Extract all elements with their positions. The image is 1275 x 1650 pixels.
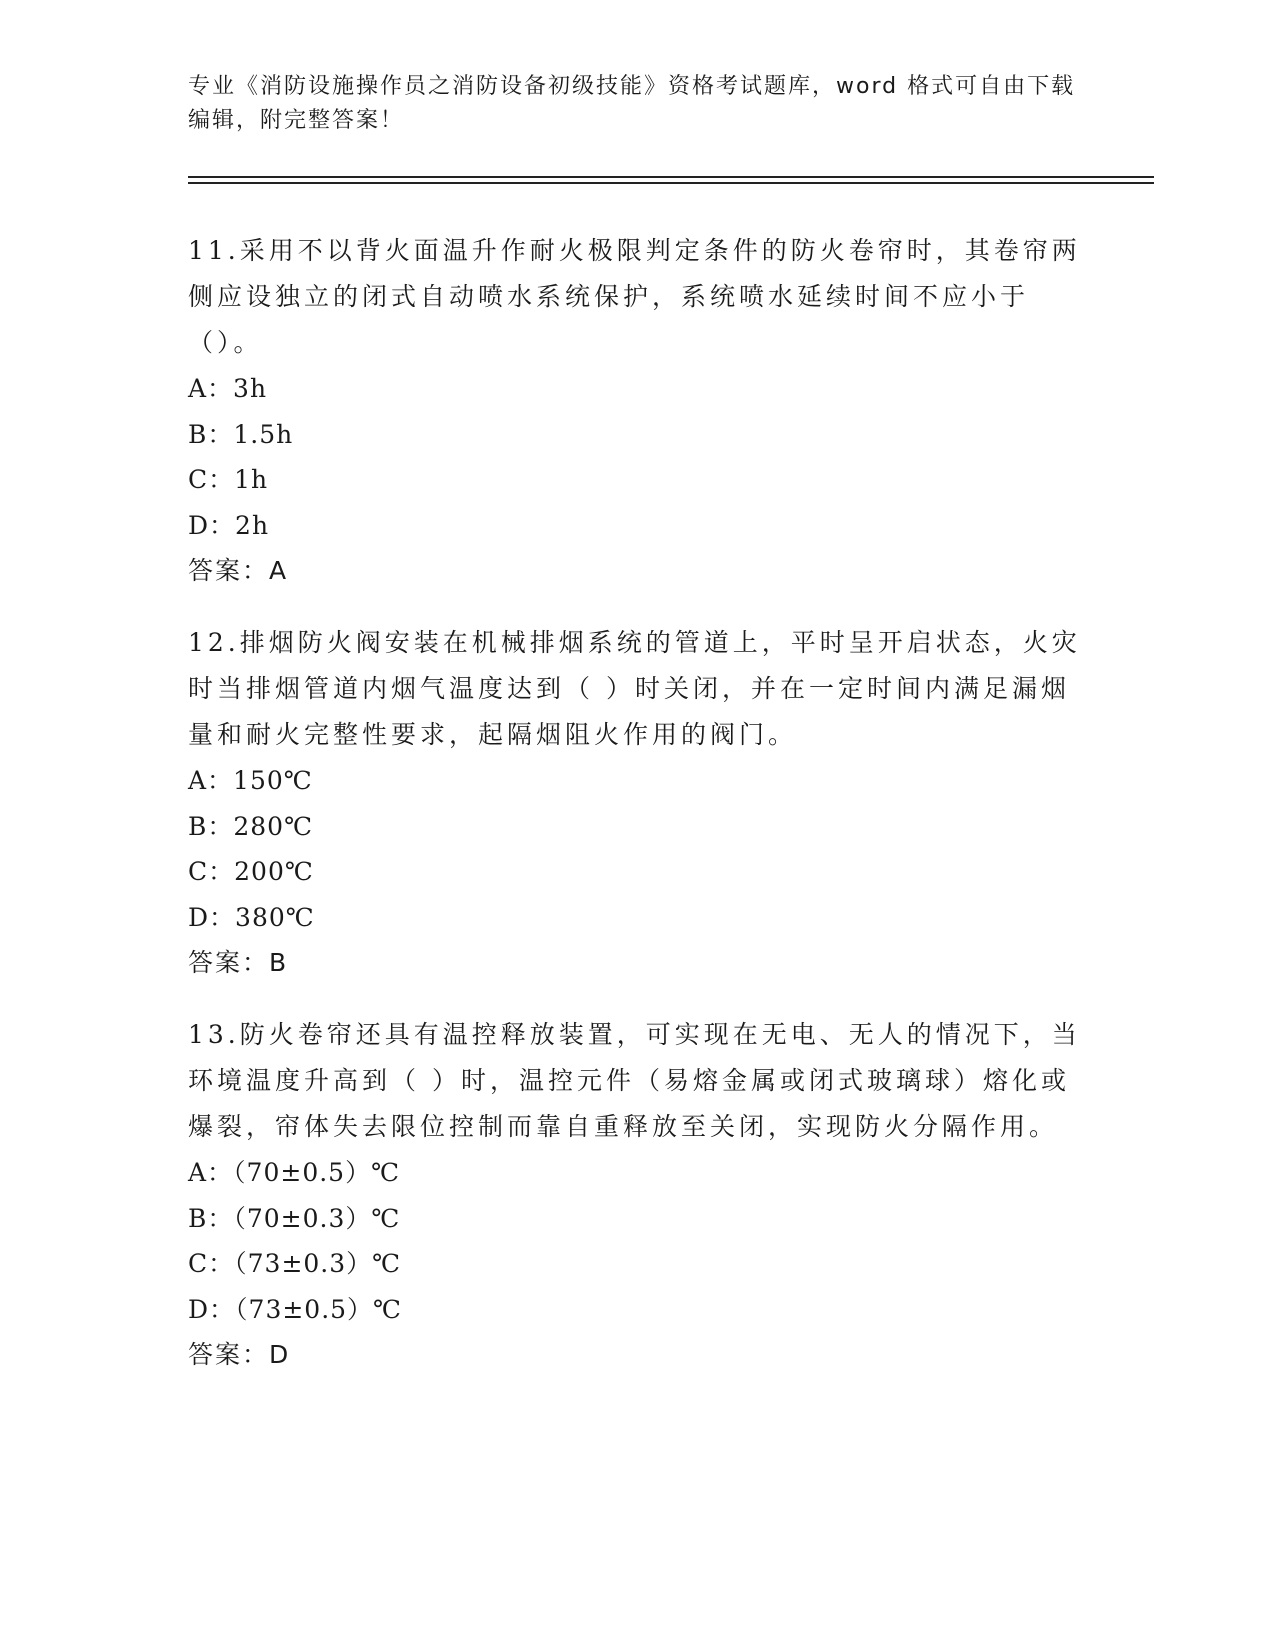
question-text: 11.采用不以背火面温升作耐火极限判定条件的防火卷帘时，其卷帘两侧应设独立的闭式自动喷水系统保护，系统喷水延续时间不应小于（）。: [188, 236, 1081, 357]
option-a: A：3h: [188, 374, 268, 403]
option-d: D：（73±0.5）℃: [188, 1294, 403, 1324]
option-a: A：150℃: [188, 766, 313, 795]
question-12: [188, 620, 1088, 986]
question-13: [188, 1012, 1088, 1378]
option-b: B：1.5h: [188, 419, 294, 449]
option-c: C：1h: [188, 465, 269, 494]
answer-line: 答案：A: [188, 556, 289, 585]
option-d: D：2h: [188, 510, 270, 540]
option-b: B：（70±0.3）℃: [188, 1203, 401, 1233]
answer-line: 答案：D: [188, 1340, 291, 1369]
option-list: [188, 758, 1088, 940]
document-header: 专业《消防设施操作员之消防设备初级技能》资格考试题库，word 格式可自由下载编辑，附完整答案！: [188, 74, 1076, 133]
option-list: [188, 1150, 1088, 1332]
question-text: 12.排烟防火阀安装在机械排烟系统的管道上，平时呈开启状态，火灾时当排烟管道内烟气温度达到（ ）时关闭，并在一定时间内满足漏烟量和耐火完整性要求，起隔烟阻火作用的阀门。: [188, 628, 1081, 749]
option-c: C：200℃: [188, 857, 314, 886]
header-divider-bottom: [188, 182, 1154, 184]
header-divider-top: [188, 176, 1154, 178]
question-11: [188, 228, 1088, 594]
option-list: [188, 366, 1088, 548]
question-text: 13.防火卷帘还具有温控释放装置，可实现在无电、无人的情况下，当环境温度升高到（ ）时，温控元件（易熔金属或闭式玻璃球）熔化或爆裂，帘体失去限位控制而靠自重释放至关闭，实现防火分隔作用。: [188, 1020, 1081, 1141]
option-c: C：（73±0.3）℃: [188, 1249, 402, 1278]
option-d: D：380℃: [188, 902, 315, 932]
answer-line: 答案：B: [188, 948, 289, 977]
option-b: B：280℃: [188, 811, 314, 841]
option-a: A：（70±0.5）℃: [188, 1158, 401, 1187]
